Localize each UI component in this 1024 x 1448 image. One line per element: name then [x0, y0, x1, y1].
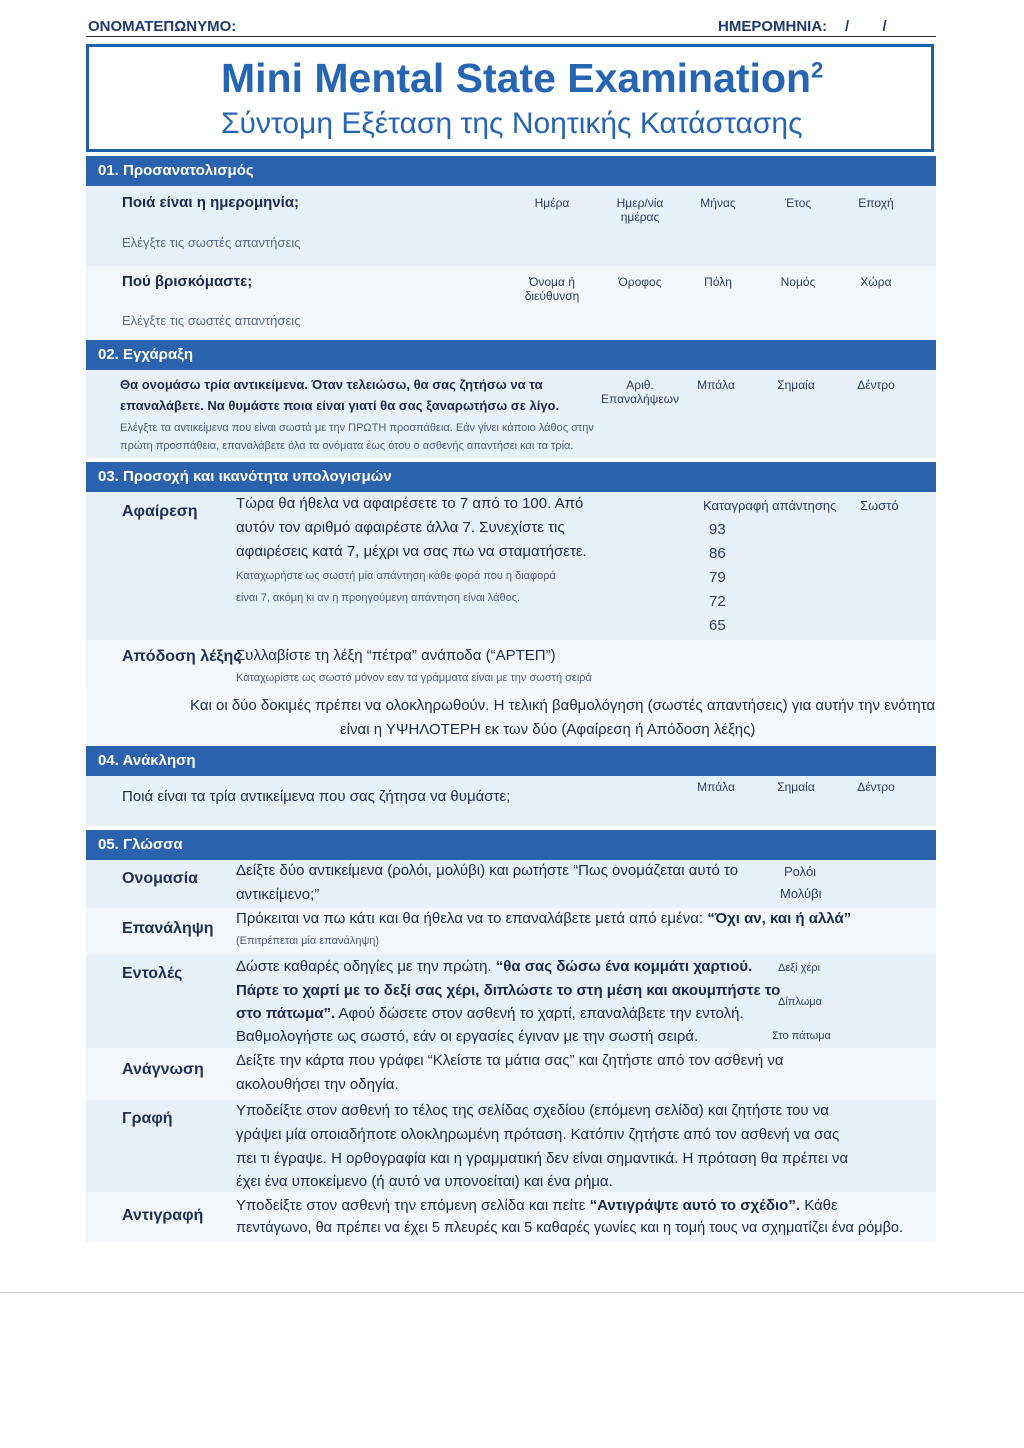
sub-note-1: Καταχωρήστε ως σωστή μία απάντηση κάθε φορά που η διαφορά: [236, 570, 556, 582]
q-place-note: Ελέγξτε τις σωστές απαντήσεις: [122, 313, 301, 328]
number-65: 65: [709, 617, 726, 634]
spell-label: Απόδοση λέξης: [122, 648, 242, 665]
sub-line-3: αφαιρέσεις κατά 7, μέχρι να σας πω να σταματήσετε.: [236, 543, 587, 560]
sub-line-2: αυτόν τον αριθμό αφαιρέστε άλλα 7. Συνεχίστε τις: [236, 519, 565, 536]
commands-line-4: Βαθμολογήστε ως σωστό, εάν οι εργασίες έγιναν με την σωστή σειρά.: [236, 1028, 699, 1045]
recall-ball: Μπάλα: [697, 780, 735, 794]
s2-note-1: Ελέγξτε τα αντικείμενα που είναι σωστά με την ΠΡΩΤΗ προσπάθεια. Εάν γίνει κάποιο λάθος στην: [120, 422, 594, 434]
q-place: Πού βρισκόμαστε;: [122, 273, 253, 290]
sub-line-1: Τώρα θα ήθελα να αφαιρέσετε το 7 από το 100. Από: [236, 495, 584, 512]
q-date-note: Ελέγξτε τις σωστές απαντήσεις: [122, 235, 301, 250]
correct-label: Σωστό: [860, 498, 899, 513]
cmd-right-hand: Δεξί χέρι: [778, 962, 821, 974]
final-note-1: Και οι δύο δοκιμές πρέπει να ολοκληρωθούν. Η τελική βαθμολόγηση (σωστές απαντήσεις) για αυτήν την ενότητα: [190, 697, 936, 714]
commands-line-2: Πάρτε το χαρτί με το δεξί σας χέρι, διπλώστε το στη μέση και ακουμπήστε το: [236, 982, 781, 999]
repetition-text: Πρόκειται να πω κάτι και θα ήθελα να το επαναλάβετε μετά από εμένα: “Όχι αν, και ή αλλά”: [236, 910, 852, 927]
naming-pencil: Μολύβι: [780, 886, 822, 901]
number-93: 93: [709, 521, 726, 538]
col-country: Χώρα: [860, 275, 892, 289]
reading-text-2: ακολουθήσει την οδηγία.: [236, 1076, 399, 1093]
section-5-header: 05. Γλώσσα: [86, 830, 936, 860]
commands-line-1: Δώστε καθαρές οδηγίες με την πρώτη. “θα σας δώσω ένα κομμάτι χαρτιού.: [236, 958, 753, 975]
writing-text-3: πει τι έγραψε. Η ορθογραφία και η γραμματική δεν είναι σημαντικά. Η πρόταση θα πρέπει να: [236, 1150, 849, 1167]
section-2-header: 02. Εγχάραξη: [86, 340, 936, 370]
title-box: [86, 44, 934, 152]
spell-text: Συλλαβίστε τη λέξη “πέτρα” ανάποδα (“ΑΡΤΕΠ”): [236, 647, 556, 664]
name-label: ΟΝΟΜΑΤΕΠΩΝΥΜΟ:: [88, 18, 237, 35]
date-label: ΗΜΕΡΟΜΗΝΙΑ:: [718, 18, 828, 35]
sub-note-2: είναι 7, ακόμη κι αν η προηγούμενη απάντηση είναι λάθος.: [236, 592, 521, 604]
sub-label: Αφαίρεση: [122, 503, 198, 520]
spell-note: Καταχωρίστε ως σωστό μόνον εαν τα γράμματα είναι με την σωστή σειρά: [236, 672, 592, 684]
s2-repetitions: Αριθ. Επαναλήψεων: [601, 378, 679, 406]
copy-label: Αντιγραφή: [122, 1207, 204, 1224]
s2-note-2: πρώτη προσπάθεια, επαναλάβετε όλα τα ονόματα έως ότου ο ασθενής απαντήσει και τα τρία.: [120, 440, 574, 452]
s2-object-ball: Μπάλα: [697, 378, 735, 392]
number-86: 86: [709, 545, 726, 562]
col-date: Ημερ/νία ημέρας: [616, 196, 664, 224]
number-79: 79: [709, 569, 726, 586]
commands-line-3: στο πάτωμα”. Αφού δώσετε στον ασθενή το χαρτί, επαναλάβετε την εντολή.: [236, 1005, 744, 1022]
col-address: Όνομα ή διεύθυνση: [524, 275, 580, 303]
section-3-header: 03. Προσοχή και ικανότητα υπολογισμών: [86, 462, 936, 492]
naming-text-2: αντικείμενο;”: [236, 886, 320, 903]
col-floor: Όροφος: [618, 275, 662, 289]
naming-label: Ονομασία: [122, 870, 198, 887]
final-note-2: είναι η ΥΨΗΛΟΤΕΡΗ εκ των δύο (Αφαίρεση ή Απόδοση λέξης): [340, 721, 756, 738]
writing-text-2: γράψει μία οποιαδήποτε ολοκληρωμένη πρόταση. Κατόπιν ζητήστε από τον ασθενή να σας: [236, 1126, 840, 1143]
commands-label: Εντολές: [122, 965, 183, 982]
col-day: Ημέρα: [534, 196, 570, 210]
date-field[interactable]: / /: [845, 18, 887, 35]
col-city: Πόλη: [704, 275, 732, 289]
s3-panel-sub: [86, 492, 936, 640]
naming-watch: Ρολόι: [784, 864, 817, 879]
col-month: Μήνας: [700, 196, 736, 210]
recall-tree: Δέντρο: [857, 780, 895, 794]
col-county: Νομός: [780, 275, 816, 289]
s2-instr-1: Θα ονομάσω τρία αντικείμενα. Όταν τελειώσω, θα σας ζητήσω να τα: [120, 377, 543, 392]
repetition-label: Επανάληψη: [122, 920, 214, 937]
scan-edge: [0, 1292, 1024, 1293]
naming-text-1: Δείξτε δύο αντικείμενα (ρολόι, μολύβι) και ρωτήστε “Πως ονομάζεται αυτό το: [236, 862, 739, 879]
q-date: Ποιά είναι η ημερομηνία;: [122, 194, 300, 211]
title-main: Mini Mental State Examination$^2$: [221, 55, 824, 101]
col-season: Εποχή: [858, 196, 894, 210]
s2-object-tree: Δέντρο: [857, 378, 895, 392]
number-72: 72: [709, 593, 726, 610]
reading-text-1: Δείξτε την κάρτα που γράφει “Κλείστε τα μάτια σας” και ζητήστε από τον ασθενή να: [236, 1052, 784, 1069]
record-label: Καταγραφή απάντησης: [703, 498, 837, 513]
cmd-floor: Στο πάτωμα: [772, 1030, 831, 1042]
s2-object-flag: Σημαία: [777, 378, 815, 392]
header-rule: [86, 36, 936, 37]
cmd-fold: Δίπλωμα: [778, 996, 822, 1008]
s2-instr-2: επαναλάβετε. Να θυμάστε ποια είναι γιατί θα σας ξαναρωτήσω σε λίγο.: [120, 398, 560, 413]
section-4-header: 04. Ανάκληση: [86, 746, 936, 776]
recall-question: Ποιά είναι τα τρία αντικείμενα που σας ζήτησα να θυμάστε;: [122, 788, 511, 805]
writing-text-1: Υποδείξτε στον ασθενή το τέλος της σελίδας σχεδίου (επόμενη σελίδα) και ζητήστε του να: [236, 1102, 829, 1119]
copy-text-1: Υποδείξτε στον ασθενή την επόμενη σελίδα και πείτε “Αντιγράψτε αυτό το σχέδιο”. Κάθε: [236, 1197, 838, 1214]
repetition-note: (Επιτρέπεται μία επανάληψη): [236, 935, 380, 947]
writing-label: Γραφή: [122, 1110, 173, 1127]
section-1-header: 01. Προσανατολισμός: [86, 156, 936, 186]
reading-label: Ανάγνωση: [122, 1061, 204, 1078]
col-year: Έτος: [784, 196, 812, 210]
writing-text-4: έχει ένα υποκείμενο (ή αυτό να υπονοείται) και ένα ρήμα.: [236, 1173, 613, 1190]
title-subtitle: Σύντομη Εξέταση της Νοητικής Κατάστασης: [221, 107, 803, 140]
copy-text-2: πεντάγωνο, θα πρέπει να έχει 5 πλευρές και 5 καθαρές γωνίες και η τομή τους να σχηματίζει ένα ρόμβο.: [236, 1220, 904, 1236]
recall-flag: Σημαία: [777, 780, 815, 794]
